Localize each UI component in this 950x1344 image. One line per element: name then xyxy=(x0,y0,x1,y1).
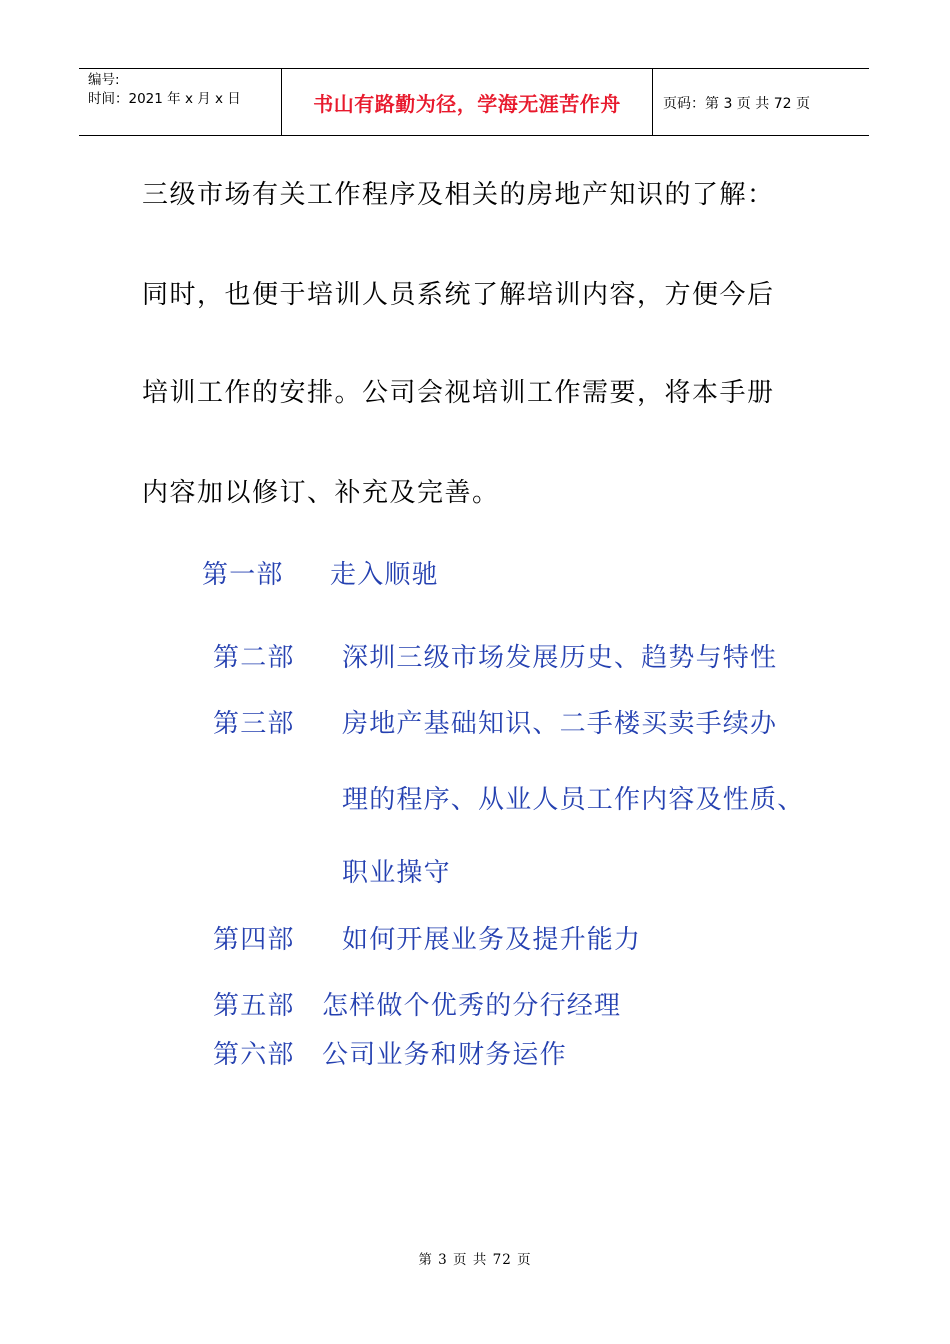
toc-part-label: 第二部 xyxy=(213,643,295,673)
header-time-label: 时间：2021 年 x 月 x 日 xyxy=(88,91,241,107)
toc-part-title-continued: 理的程序、从业人员工作内容及性质、 xyxy=(342,785,805,815)
toc-part-label: 第六部 xyxy=(213,1040,295,1070)
header-motto: 书山有路勤为径，学海无涯苦作舟 xyxy=(313,91,621,116)
toc-part-label: 第一部 xyxy=(202,560,284,590)
header-divider-right xyxy=(652,68,653,136)
body-line-1: 三级市场有关工作程序及相关的房地产知识的了解： xyxy=(142,180,775,210)
toc-part-label: 第五部 xyxy=(213,991,295,1021)
header-page-info: 页码：第 3 页 共 72 页 xyxy=(663,96,810,112)
footer-page-number: 第 3 页 共 72 页 xyxy=(418,1252,532,1268)
toc-part-title-continued: 职业操守 xyxy=(342,858,451,888)
body-line-2: 同时，也便于培训人员系统了解培训内容，方便今后 xyxy=(142,280,775,310)
toc-part-title: 怎样做个优秀的分行经理 xyxy=(322,991,622,1021)
body-line-4: 内容加以修订、补充及完善。 xyxy=(142,478,500,508)
toc-part-title: 公司业务和财务运作 xyxy=(322,1040,567,1070)
toc-part-label: 第四部 xyxy=(213,925,295,955)
toc-part-title: 房地产基础知识、二手楼买卖手续办 xyxy=(342,709,778,739)
toc-part-title: 深圳三级市场发展历史、趋势与特性 xyxy=(342,643,778,673)
toc-part-title: 走入顺驰 xyxy=(330,560,439,590)
body-line-3: 培训工作的安排。公司会视培训工作需要，将本手册 xyxy=(142,378,775,408)
toc-part-label: 第三部 xyxy=(213,709,295,739)
header-meta xyxy=(88,71,241,109)
toc-part-title: 如何开展业务及提升能力 xyxy=(342,925,642,955)
header-number-label: 编号: xyxy=(88,72,120,88)
